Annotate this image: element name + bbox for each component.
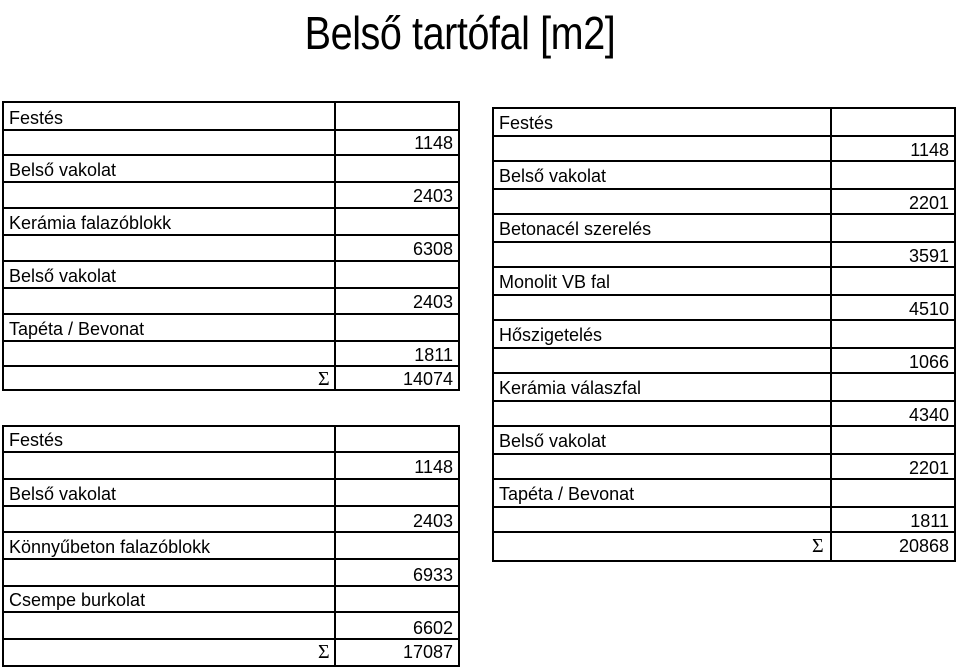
- row-value: 6308: [412, 239, 453, 259]
- total-value: 17087: [402, 642, 453, 662]
- sum-symbol: Σ: [318, 641, 330, 663]
- value-row: [4, 507, 458, 533]
- value-row: [4, 183, 458, 209]
- row-label: Festés: [9, 108, 64, 128]
- label-row: [4, 315, 458, 342]
- row-label: Kerámia falazóblokk: [9, 213, 172, 233]
- total-row: [4, 640, 458, 665]
- row-label: Festés: [9, 430, 64, 450]
- sum-symbol: Σ: [812, 535, 824, 557]
- row-value: 1148: [414, 133, 453, 153]
- row-value: 2403: [412, 292, 453, 312]
- label-row: [494, 109, 954, 137]
- value-row: [494, 296, 954, 321]
- row-label: Monolit VB fal: [499, 272, 611, 292]
- row-value: 1148: [910, 140, 949, 160]
- label-row: [494, 427, 954, 455]
- table-1: [2, 101, 460, 391]
- label-row: [494, 215, 954, 243]
- value-row: [494, 508, 954, 533]
- row-label: Belső vakolat: [499, 166, 607, 186]
- value-row: [494, 190, 954, 215]
- row-label: Tapéta / Bevonat: [9, 319, 145, 339]
- row-label: Betonacél szerelés: [499, 219, 652, 239]
- row-label: Festés: [499, 113, 554, 133]
- label-row: [494, 321, 954, 349]
- row-label: Kerámia válaszfal: [499, 378, 642, 398]
- value-row: [4, 342, 458, 367]
- row-value: 1148: [414, 457, 453, 477]
- value-row: [4, 131, 458, 156]
- row-label: Tapéta / Bevonat: [499, 484, 635, 504]
- value-row: [494, 402, 954, 427]
- label-row: [4, 262, 458, 289]
- row-value: 1066: [908, 352, 949, 372]
- row-value: 1811: [414, 345, 453, 365]
- label-row: [4, 427, 458, 453]
- row-label: Hőszigetelés: [499, 325, 603, 345]
- label-row: [4, 209, 458, 236]
- value-row: [494, 455, 954, 480]
- value-row: [494, 349, 954, 374]
- row-value: 2403: [412, 511, 453, 531]
- row-label: Csempe burkolat: [9, 590, 146, 610]
- row-label: Belső vakolat: [499, 431, 607, 451]
- total-value: 14074: [402, 369, 453, 389]
- row-value: 2201: [908, 458, 949, 478]
- value-row: [494, 243, 954, 268]
- value-row: [4, 289, 458, 315]
- label-row: [4, 533, 458, 560]
- label-row: [4, 587, 458, 613]
- total-row: [494, 533, 954, 560]
- value-row: [4, 453, 458, 480]
- value-row: [494, 137, 954, 162]
- row-value: 3591: [908, 246, 949, 266]
- row-value: 2403: [412, 186, 453, 206]
- value-row: [4, 236, 458, 262]
- value-row: [4, 613, 458, 640]
- row-value: 4510: [908, 299, 949, 319]
- row-label: Belső vakolat: [9, 160, 117, 180]
- table-3: [492, 107, 956, 562]
- page-title: Belső tartófal [m2]: [304, 7, 616, 59]
- label-row: [494, 374, 954, 402]
- row-value: 6602: [412, 618, 453, 638]
- row-label: Belső vakolat: [9, 266, 117, 286]
- total-value: 20868: [898, 536, 949, 556]
- sum-symbol: Σ: [318, 368, 330, 390]
- row-label: Belső vakolat: [9, 484, 117, 504]
- label-row: [494, 268, 954, 296]
- label-row: [494, 480, 954, 508]
- label-row: [4, 103, 458, 131]
- row-label: Könnyűbeton falazóblokk: [9, 537, 211, 557]
- label-row: [4, 156, 458, 183]
- row-value: 4340: [908, 405, 949, 425]
- label-row: [494, 162, 954, 190]
- row-value: 6933: [412, 565, 453, 585]
- row-value: 1811: [910, 511, 949, 531]
- value-row: [4, 560, 458, 587]
- total-row: [4, 367, 458, 391]
- row-value: 2201: [908, 193, 949, 213]
- table-2: [2, 425, 460, 667]
- label-row: [4, 480, 458, 507]
